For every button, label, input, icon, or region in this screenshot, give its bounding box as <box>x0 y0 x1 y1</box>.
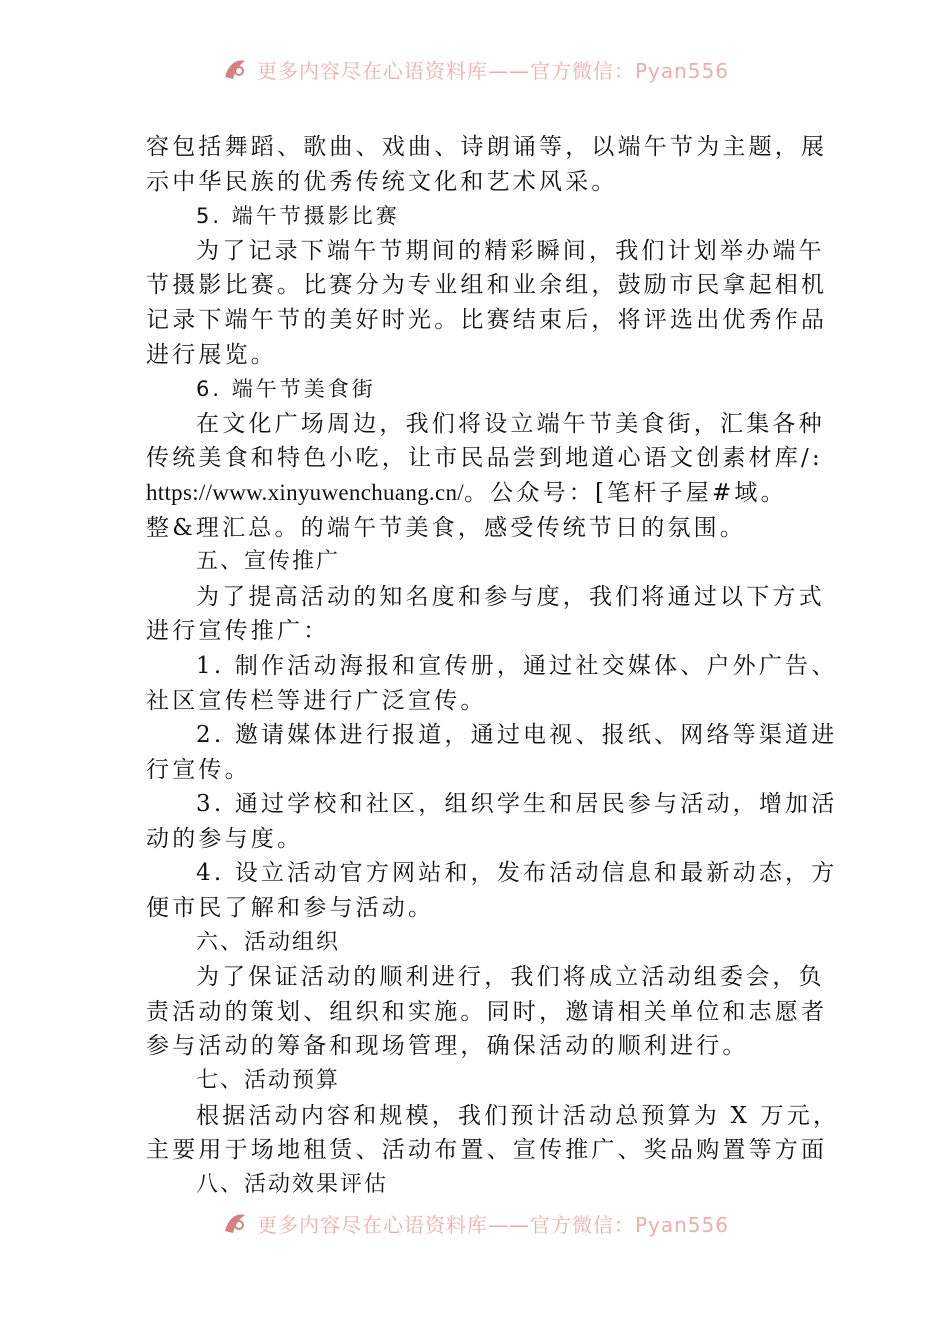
para-line: 节摄影比赛。比赛分为专业组和业余组，鼓励市民拿起相机 <box>146 272 828 299</box>
list-item: 4. 设立活动官方网站和，发布活动信息和最新动态，方 <box>196 860 838 887</box>
para-line: 进行宣传推广： <box>146 618 330 645</box>
list-item-cont: 便市民了解和参与活动。 <box>146 895 435 922</box>
list-item: 2. 邀请媒体进行报道，通过电视、报纸、网络等渠道进 <box>196 722 838 749</box>
watermark-top <box>0 52 950 86</box>
para-line: 责活动的策划、组织和实施。同时，邀请相关单位和志愿者 <box>146 998 828 1025</box>
list-item-cont: 行宣传。 <box>146 756 251 783</box>
para-line: 记录下端午节的美好时光。比赛结束后，将评选出优秀作品 <box>146 306 828 333</box>
list-item-cont: 社区宣传栏等进行广泛宣传。 <box>146 687 487 714</box>
watermark-logo-icon <box>221 1209 249 1237</box>
para-line: 整&理汇总。的端午节美食，感受传统节日的氛围。 <box>146 514 747 541</box>
subheading-food-street: 6. 端午节美食街 <box>196 377 376 402</box>
para-line: 主要用于场地租赁、活动布置、宣传推广、奖品购置等方面 <box>146 1137 828 1164</box>
watermark-logo-icon <box>221 55 249 83</box>
section-heading-evaluation: 八、活动效果评估 <box>196 1171 389 1197</box>
para-line: 在文化广场周边，我们将设立端午节美食街，汇集各种 <box>196 410 825 437</box>
section-heading-organization: 六、活动组织 <box>196 929 341 955</box>
para-line: 传统美食和特色小吃，让市民品尝到地道心语文创素材库/: <box>146 445 823 472</box>
para-line: 为了记录下端午节期间的精彩瞬间，我们计划举办端午 <box>196 237 825 264</box>
list-item: 3. 通过学校和社区，组织学生和居民参与活动，增加活 <box>196 791 838 818</box>
inline-url: https://www.xinyuwenchuang.cn/ <box>146 479 464 505</box>
para-text: 。公众号：[笔杆子屋#域。 <box>463 479 787 506</box>
list-item: 1. 制作活动海报和宣传册，通过社交媒体、户外广告、 <box>196 652 838 679</box>
para-line: 为了提高活动的知名度和参与度，我们将通过以下方式 <box>196 583 825 610</box>
document-body <box>146 130 840 1202</box>
para-line: 为了保证活动的顺利进行，我们将成立活动组委会，负 <box>196 964 825 991</box>
para-line: 进行展览。 <box>146 341 277 368</box>
section-heading-promotion: 五、宣传推广 <box>196 549 341 575</box>
para-line-url <box>146 476 814 511</box>
para-line: 示中华民族的优秀传统文化和艺术风采。 <box>146 168 618 195</box>
watermark-text: 更多内容尽在心语资料库——官方微信：Pyan556 <box>256 1212 729 1237</box>
subheading-photo-contest: 5. 端午节摄影比赛 <box>196 204 400 229</box>
section-heading-budget: 七、活动预算 <box>196 1068 341 1094</box>
para-line: 根据活动内容和规模，我们预计活动总预算为 X 万元， <box>196 1102 840 1129</box>
list-item-cont: 动的参与度。 <box>146 825 304 852</box>
watermark-bottom <box>0 1206 950 1240</box>
para-line: 容包括舞蹈、歌曲、戏曲、诗朗诵等，以端午节为主题，展 <box>146 134 828 160</box>
watermark-text: 更多内容尽在心语资料库——官方微信：Pyan556 <box>256 58 729 83</box>
para-line: 参与活动的筹备和现场管理，确保活动的顺利进行。 <box>146 1033 749 1060</box>
